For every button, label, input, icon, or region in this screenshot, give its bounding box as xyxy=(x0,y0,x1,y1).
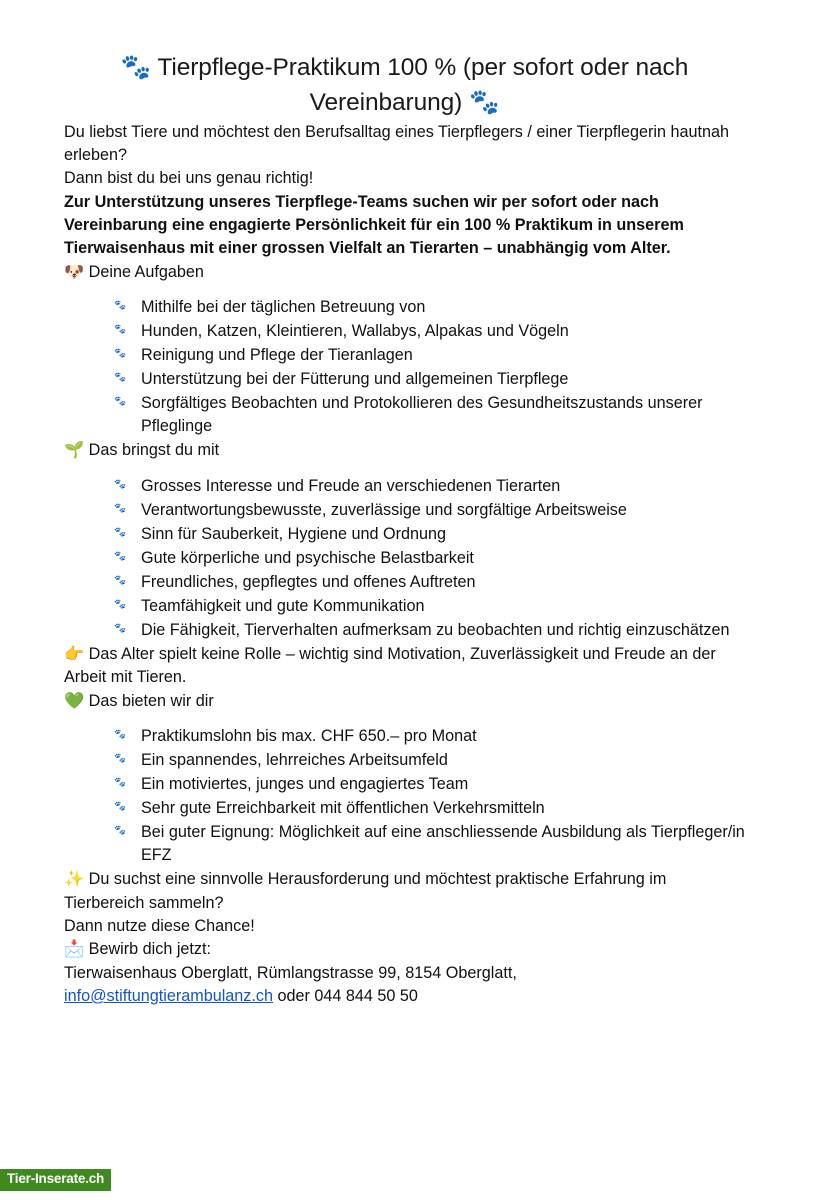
paw-bullet-icon: 🐾 xyxy=(114,324,126,336)
list-item-text: Bei guter Eignung: Möglichkeit auf eine anschliessende Ausbildung als Tierpfleger/in EFZ xyxy=(141,823,745,865)
list-item-text: Mithilfe bei der täglichen Betreuung von xyxy=(141,298,426,317)
site-watermark-badge: Tier-Inserate.ch xyxy=(0,1169,111,1191)
list-item-text: Sinn für Sauberkeit, Hygiene und Ordnung xyxy=(141,524,447,543)
paw-bullet-icon: 🐾 xyxy=(114,574,126,586)
section-heading-offer-label: Das bieten wir dir xyxy=(88,691,214,710)
requirements-list xyxy=(64,475,745,642)
age-note-paragraph xyxy=(64,643,745,690)
list-item xyxy=(114,368,745,391)
list-item xyxy=(114,547,745,570)
ad-content xyxy=(64,0,745,1008)
list-item xyxy=(114,296,745,319)
section-heading-tasks-label: Deine Aufgaben xyxy=(88,262,204,281)
list-item xyxy=(114,571,745,594)
section-heading-requirements-label: Das bringst du mit xyxy=(88,441,220,460)
sparkles-icon: ✨ xyxy=(64,869,85,889)
paw-prints-icon-trailing: 🐾 xyxy=(468,86,500,116)
section-heading-requirements xyxy=(64,439,745,462)
paw-bullet-icon: 🐾 xyxy=(114,372,126,384)
green-heart-icon: 💚 xyxy=(64,690,85,710)
list-item xyxy=(114,499,745,522)
paw-bullet-icon: 🐾 xyxy=(114,502,126,514)
contact-block xyxy=(64,962,745,1009)
list-item xyxy=(114,320,745,343)
seedling-icon: 🌱 xyxy=(64,440,85,460)
apply-paragraph xyxy=(64,938,745,961)
intro-paragraph-1: Du liebst Tiere und möchtest den Berufsalltag eines Tierpflegers / einer Tierpflegerin hautnah erleben? xyxy=(64,122,729,164)
section-heading-tasks xyxy=(64,261,745,284)
email-link[interactable]: info@stiftungtierambulanz.ch xyxy=(64,986,273,1005)
list-item-text: Unterstützung bei der Fütterung und allgemeinen Tierpflege xyxy=(141,370,569,389)
list-item xyxy=(114,392,745,438)
list-item-text: Hunden, Katzen, Kleintieren, Wallabys, Alpakas und Vögeln xyxy=(141,322,569,341)
list-item-text: Praktikumslohn bis max. CHF 650.– pro Monat xyxy=(141,727,477,746)
paw-bullet-icon: 🐾 xyxy=(114,825,126,837)
list-item xyxy=(114,821,745,867)
list-item-text: Die Fähigkeit, Tierverhalten aufmerksam zu beobachten und richtig einzuschätzen xyxy=(141,620,730,639)
paw-bullet-icon: 🐾 xyxy=(114,300,126,312)
list-item xyxy=(114,619,745,642)
page-title xyxy=(64,0,745,121)
paw-bullet-icon: 🐾 xyxy=(114,396,126,408)
paw-bullet-icon: 🐾 xyxy=(114,598,126,610)
paw-bullet-icon: 🐾 xyxy=(114,526,126,538)
list-item-text: Sehr gute Erreichbarkeit mit öffentlichen Verkehrsmitteln xyxy=(141,799,545,818)
list-item-text: Reinigung und Pflege der Tieranlagen xyxy=(141,346,413,365)
tasks-list xyxy=(64,296,745,438)
chance-paragraph: Dann nutze diese Chance! xyxy=(64,916,255,935)
list-item-text: Grosses Interesse und Freude an verschiedenen Tierarten xyxy=(141,476,561,495)
paw-bullet-icon: 🐾 xyxy=(114,729,126,741)
address-line: Tierwaisenhaus Oberglatt, Rümlangstrasse 99, 8154 Oberglatt, xyxy=(64,963,517,982)
list-item-text: Verantwortungsbewusste, zuverlässige und sorgfältige Arbeitsweise xyxy=(141,500,627,519)
challenge-paragraph xyxy=(64,868,745,915)
paw-bullet-icon: 🐾 xyxy=(114,753,126,765)
challenge-text: Du suchst eine sinnvolle Herausforderung und möchtest praktische Erfahrung im Tierbereich sammeln? xyxy=(64,870,667,912)
paw-bullet-icon: 🐾 xyxy=(114,478,126,490)
apply-text: Bewirb dich jetzt: xyxy=(88,940,212,959)
intro-paragraph-2: Dann bist du bei uns genau richtig! xyxy=(64,169,314,188)
list-item-text: Gute körperliche und psychische Belastbarkeit xyxy=(141,548,474,567)
list-item-text: Teamfähigkeit und gute Kommunikation xyxy=(141,596,425,615)
list-item xyxy=(114,475,745,498)
offer-list xyxy=(64,725,745,867)
list-item-text: Ein motiviertes, junges und engagiertes Team xyxy=(141,775,469,794)
list-item xyxy=(114,344,745,367)
envelope-with-arrow-icon: 📩 xyxy=(64,939,85,959)
list-item xyxy=(114,773,745,796)
list-item xyxy=(114,523,745,546)
paw-bullet-icon: 🐾 xyxy=(114,777,126,789)
section-heading-offer xyxy=(64,690,745,713)
list-item xyxy=(114,749,745,772)
page-title-text: Tierpflege-Praktikum 100 % (per sofort oder nach Vereinbarung) xyxy=(157,54,689,116)
dog-face-icon: 🐶 xyxy=(64,261,85,281)
intro-paragraph-highlight: Zur Unterstützung unseres Tierpflege-Teams suchen wir per sofort oder nach Vereinbarung eine engagierte Persönlichkeit für ein 100 % Praktikum in unserem Tierwaisenhaus mit einer grossen Vielfalt an Tierarten – unabhängig vom Alter. xyxy=(64,192,684,258)
paw-bullet-icon: 🐾 xyxy=(114,550,126,562)
list-item-text: Freundliches, gepflegtes und offenes Auftreten xyxy=(141,572,476,591)
list-item xyxy=(114,725,745,748)
list-item-text: Sorgfältiges Beobachten und Protokollieren des Gesundheitszustands unserer Pfleglinge xyxy=(141,394,703,436)
paw-bullet-icon: 🐾 xyxy=(114,348,126,360)
pointing-right-icon: 👉 xyxy=(64,643,85,663)
list-item xyxy=(114,595,745,618)
list-item-text: Ein spannendes, lehrreiches Arbeitsumfeld xyxy=(141,751,448,770)
paw-bullet-icon: 🐾 xyxy=(114,622,126,634)
phone-text: oder 044 844 50 50 xyxy=(273,986,418,1005)
age-note-text: Das Alter spielt keine Rolle – wichtig sind Motivation, Zuverlässigkeit und Freude an der Arbeit mit Tieren. xyxy=(64,644,716,687)
list-item xyxy=(114,797,745,820)
paw-prints-icon: 🐾 xyxy=(120,52,152,81)
paw-bullet-icon: 🐾 xyxy=(114,801,126,813)
